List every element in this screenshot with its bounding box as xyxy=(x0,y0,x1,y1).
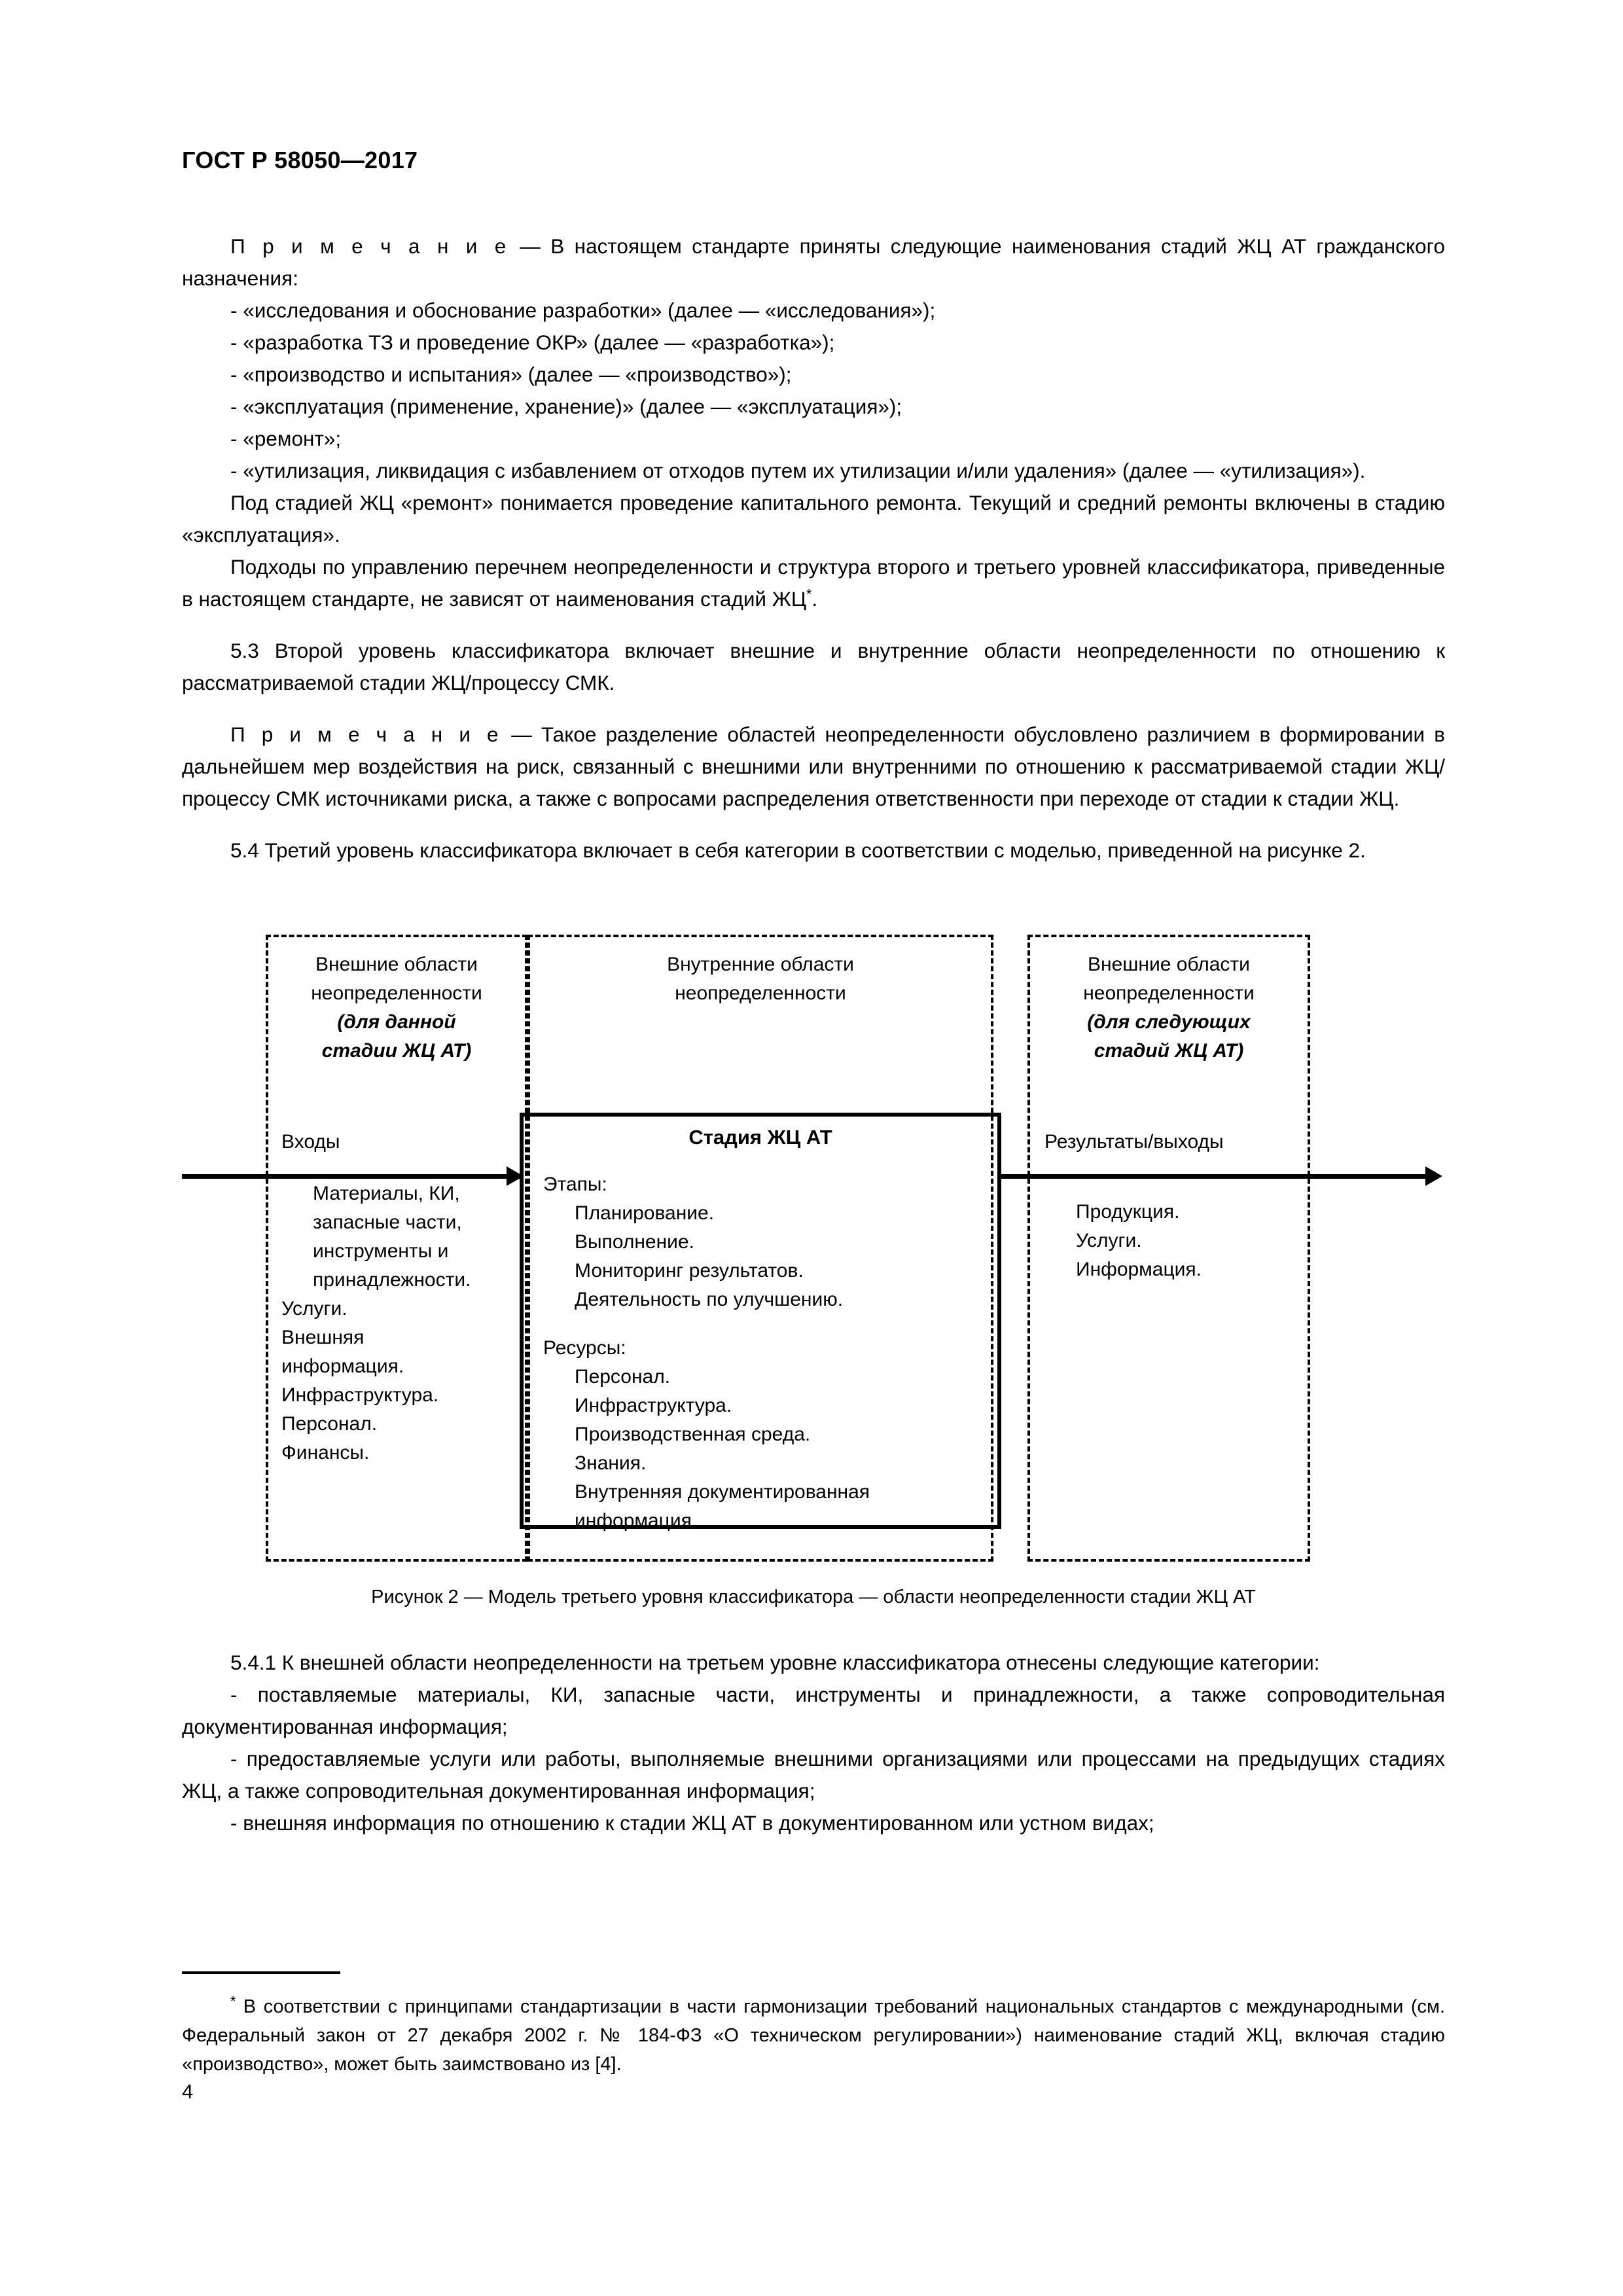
figure-left-title-line3: (для данной xyxy=(337,1011,456,1033)
list-item: - «эксплуатация (применение, хранение)» (далее — «эксплуатация»); xyxy=(182,391,1445,423)
list-item: Выполнение. xyxy=(575,1231,694,1253)
figure-left-items xyxy=(281,1179,522,1467)
list-item: информация. xyxy=(281,1355,404,1377)
page-number: 4 xyxy=(182,2080,194,2103)
figure-stage-title: Стадия ЖЦ АТ xyxy=(688,1126,832,1149)
list-item: Финансы. xyxy=(281,1442,370,1463)
footnote-marker: * xyxy=(230,1994,236,2009)
figure-right-title-line2: неопределенности xyxy=(1083,982,1255,1004)
note-1 xyxy=(182,230,1445,295)
figure-center-stages xyxy=(543,1170,988,1535)
note-1-dash: — xyxy=(509,234,551,258)
figure-center-title-line1: Внутренние области xyxy=(667,954,854,975)
list-item: Планирование. xyxy=(575,1202,715,1224)
paragraph-approaches-text: Подходы по управлению перечнем неопределенности и структура второго и третьего уровней классификатора, приведенные в настоящем стандарте, не зависят от наименования стадий ЖЦ xyxy=(182,555,1445,611)
figure-center-title xyxy=(527,950,993,1008)
figure-center-title-line2: неопределенности xyxy=(675,982,846,1004)
figure-right-flow-label: Результаты/выходы xyxy=(1044,1131,1224,1153)
list-item: Информация. xyxy=(1076,1259,1202,1280)
list-item: - «разработка ТЗ и проведение ОКР» (далее — «разработка»); xyxy=(182,327,1445,359)
figure-left-title xyxy=(266,950,527,1066)
list-item: - предоставляемые услуги или работы, выполняемые внешними организациями или процессами на предыдущих стадиях ЖЦ, а также сопроводительная документированная информация; xyxy=(182,1743,1445,1807)
list-item: - «исследования и обоснование разработки» (далее — «исследования»); xyxy=(182,295,1445,327)
figure-right-title-line3: (для следующих xyxy=(1087,1011,1251,1033)
list-item: - «ремонт»; xyxy=(182,423,1445,455)
running-header: ГОСТ Р 58050—2017 xyxy=(182,147,418,173)
list-item: Материалы, КИ, xyxy=(313,1183,460,1204)
input-arrow-line xyxy=(182,1174,521,1179)
note-2-lead: П р и м е ч а н и е xyxy=(230,723,503,746)
section-5-4: 5.4 Третий уровень классификатора включает в себя категории в соответствии с моделью, приведенной на рисунке 2. xyxy=(230,838,1366,862)
output-arrow-head xyxy=(1425,1166,1442,1186)
footnote-text xyxy=(182,1992,1445,2079)
section-5-3: 5.3 Второй уровень классификатора включает внешние и внутренние области неопределенности по отношению к рассматриваемой стадии ЖЦ/процессу СМК. xyxy=(182,639,1445,694)
figure-right-title-line4: стадий ЖЦ АТ) xyxy=(1094,1040,1244,1062)
figure-left-title-line2: неопределенности xyxy=(311,982,482,1004)
list-item: Инфраструктура. xyxy=(575,1395,732,1416)
body-text-column xyxy=(182,230,1445,867)
list-item: информация. xyxy=(575,1510,698,1532)
note-2 xyxy=(182,719,1445,815)
figure-right-title xyxy=(1027,950,1310,1066)
list-item: - внешняя информация по отношению к стадии ЖЦ АТ в документированном или устном видах; xyxy=(182,1807,1445,1839)
list-item: Персонал. xyxy=(281,1413,378,1435)
list-item: Производственная среда. xyxy=(575,1424,811,1445)
body-text-column-lower xyxy=(182,1647,1445,1839)
figure-left-flow-label: Входы xyxy=(281,1131,340,1153)
figure-2-caption: Рисунок 2 — Модель третьего уровня классификатора — области неопределенности стадии ЖЦ АТ xyxy=(371,1587,1256,1607)
note-1-text: В настоящем стандарте приняты следующие наименования стадий ЖЦ АТ гражданского назначения: xyxy=(182,234,1446,290)
list-item: - «производство и испытания» (далее — «производство»); xyxy=(182,359,1445,391)
figure-right-title-line1: Внешние области xyxy=(1088,954,1250,975)
figure-left-title-line1: Внешние области xyxy=(315,954,478,975)
list-item: Инфраструктура. xyxy=(281,1384,439,1406)
paragraph-approaches xyxy=(182,551,1445,615)
list-item: - поставляемые материалы, КИ, запасные части, инструменты и принадлежности, а также сопроводительная документированная информация; xyxy=(182,1679,1445,1743)
note-1-lead: П р и м е ч а н и е xyxy=(230,234,510,258)
figure-left-title-line4: стадии ЖЦ АТ) xyxy=(321,1040,472,1062)
section-5-4-1-list xyxy=(182,1679,1445,1839)
list-item: Продукция. xyxy=(1076,1201,1180,1223)
list-item: инструменты и xyxy=(313,1240,449,1262)
list-item: Персонал. xyxy=(575,1366,671,1388)
figure-stages-header: Этапы: xyxy=(543,1174,607,1195)
list-item: запасные части, xyxy=(313,1211,462,1233)
footnote-marker-ref: * xyxy=(806,586,812,602)
list-item: Деятельность по улучшению. xyxy=(575,1289,844,1310)
output-arrow-line xyxy=(997,1174,1428,1179)
list-item: Услуги. xyxy=(1076,1230,1142,1251)
figure-resources-header: Ресурсы: xyxy=(543,1337,626,1359)
footnote-block xyxy=(182,1971,1445,2079)
note-2-dash: — xyxy=(502,723,541,746)
list-item: Знания. xyxy=(575,1452,647,1474)
list-item: - «утилизация, ликвидация с избавлением от отходов путем их утилизации и/или удаления» (далее — «утилизация»). xyxy=(182,455,1445,487)
section-5-4-1: 5.4.1 К внешней области неопределенности на третьем уровне классификатора отнесены следующие категории: xyxy=(230,1651,1320,1674)
list-item: Мониторинг результатов. xyxy=(575,1260,804,1282)
note-1-list xyxy=(182,295,1445,487)
list-item: Услуги. xyxy=(281,1298,348,1319)
footnote-body: В соответствии с принципами стандартизации в части гармонизации требований национальных стандартов с международными (см. Федеральный закон от 27 декабря 2002 г. № 184-ФЗ «О техническом регулировании») наименование стадий ЖЦ, включая стадию «производство», может быть заимствовано из [4]. xyxy=(182,1996,1446,2075)
figure-right-items xyxy=(1044,1198,1306,1284)
paragraph-approaches-tail: . xyxy=(812,587,818,611)
paragraph-repair: Под стадией ЖЦ «ремонт» понимается проведение капитального ремонта. Текущий и средний ремонты включены в стадию «эксплуатация». xyxy=(182,491,1445,547)
note-2-text: Такое разделение областей неопределенности обусловлено различием в формировании в дальнейшем мер воздействия на риск, связанный с внешними или внутренними по отношению к рассматриваемой стадии ЖЦ/процессу СМК источниками риска, а также с вопросами распределения ответственности при переходе от стадии к стадии ЖЦ. xyxy=(182,723,1445,810)
footnote-separator xyxy=(182,1971,340,1974)
figure-2 xyxy=(182,916,1445,1577)
list-item: принадлежности. xyxy=(313,1269,471,1291)
list-item: Внешняя xyxy=(281,1327,365,1348)
list-item: Внутренняя документированная xyxy=(575,1481,870,1503)
